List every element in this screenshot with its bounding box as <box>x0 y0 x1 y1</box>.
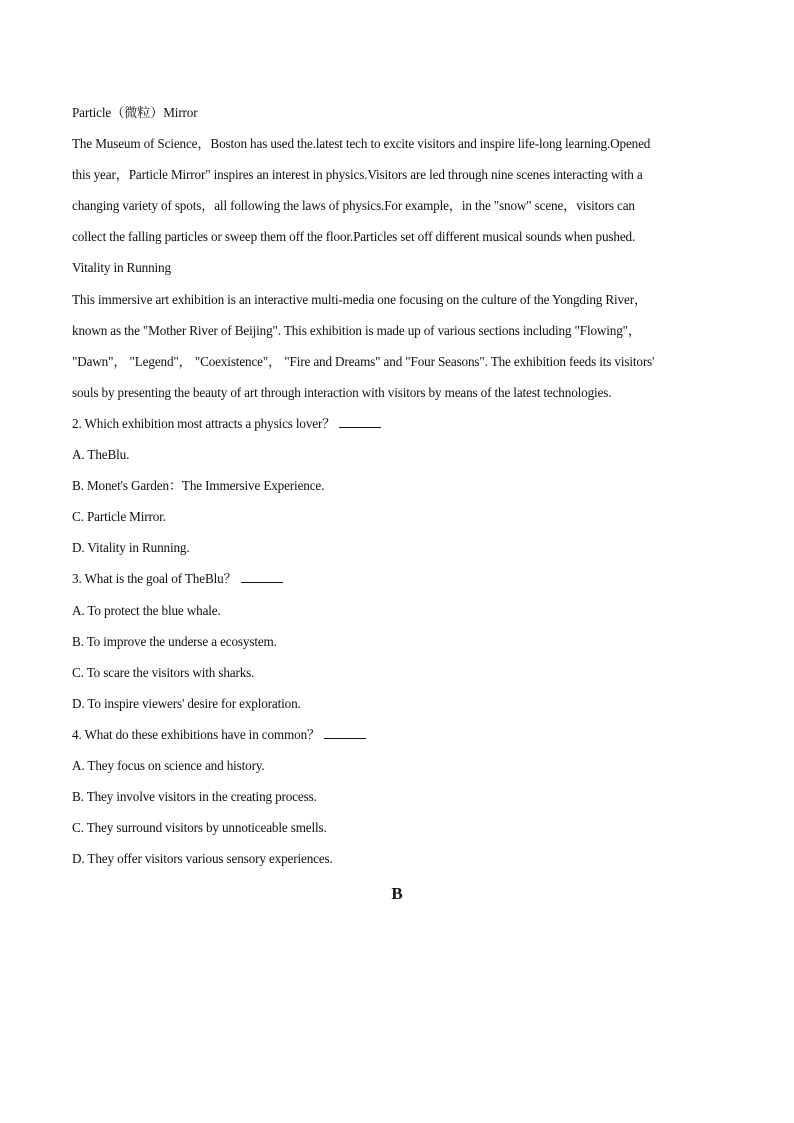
question-4-text: 4. What do these exhibitions have in common？ <box>72 726 321 742</box>
question-2-stem <box>72 408 722 439</box>
particle-paragraph-line: changing variety of spots，all following the laws of physics.For example，in the "snow" scene，visitors can <box>72 198 635 214</box>
document-body <box>72 97 722 874</box>
particle-paragraph-line: this year，Particle Mirror" inspires an interest in physics.Visitors are led through nine scenes interacting with a <box>72 167 643 183</box>
vitality-paragraph-line: known as the "Mother River of Beijing". This exhibition is made up of various sections including "Flowing"， <box>72 322 641 338</box>
vitality-paragraph-line: "Dawn"， "Legend"， "Coexistence"， "Fire and Dreams" and "Four Seasons". The exhibition feeds its visitors' <box>72 353 655 369</box>
vitality-running-title: Vitality in Running <box>72 260 171 276</box>
particle-paragraph-line: collect the falling particles or sweep them off the floor.Particles set off different musical sounds when pushed. <box>72 229 636 245</box>
question-2-option-c: C. Particle Mirror. <box>72 509 166 525</box>
question-3-option-b: B. To improve the underse a ecosystem. <box>72 633 277 649</box>
question-2-text: 2. Which exhibition most attracts a physics lover？ <box>72 415 336 431</box>
answer-blank <box>339 415 381 428</box>
vitality-paragraph-line: This immersive art exhibition is an interactive multi-media one focusing on the culture of the Yongding River， <box>72 291 647 307</box>
question-4-option-b: B. They involve visitors in the creating process. <box>72 789 317 805</box>
question-4-option-d: D. They offer visitors various sensory experiences. <box>72 851 333 867</box>
question-4-option-c: C. They surround visitors by unnoticeable smells. <box>72 820 327 836</box>
answer-blank <box>241 570 283 583</box>
section-heading-b: B <box>391 884 403 903</box>
question-3-text: 3. What is the goal of TheBlu？ <box>72 571 237 587</box>
question-3-option-a: A. To protect the blue whale. <box>72 602 221 618</box>
question-3-option-c: C. To scare the visitors with sharks. <box>72 664 255 680</box>
question-2-option-d: D. Vitality in Running. <box>72 540 190 556</box>
question-4-option-a: A. They focus on science and history. <box>72 757 265 773</box>
answer-blank <box>324 726 366 739</box>
particle-mirror-title: Particle（微粒）Mirror <box>72 105 198 120</box>
question-2-option-b: B. Monet's Garden：The Immersive Experience. <box>72 478 325 494</box>
question-3-option-d: D. To inspire viewers' desire for exploration. <box>72 695 301 711</box>
particle-paragraph-line: The Museum of Science，Boston has used the.latest tech to excite visitors and inspire life-long learning.Opened <box>72 136 651 152</box>
question-3-stem <box>72 563 722 594</box>
question-2-option-a: A. TheBlu. <box>72 447 130 463</box>
vitality-paragraph-line: souls by presenting the beauty of art through interaction with visitors by means of the latest technologies. <box>72 384 612 400</box>
question-4-stem <box>72 719 722 750</box>
